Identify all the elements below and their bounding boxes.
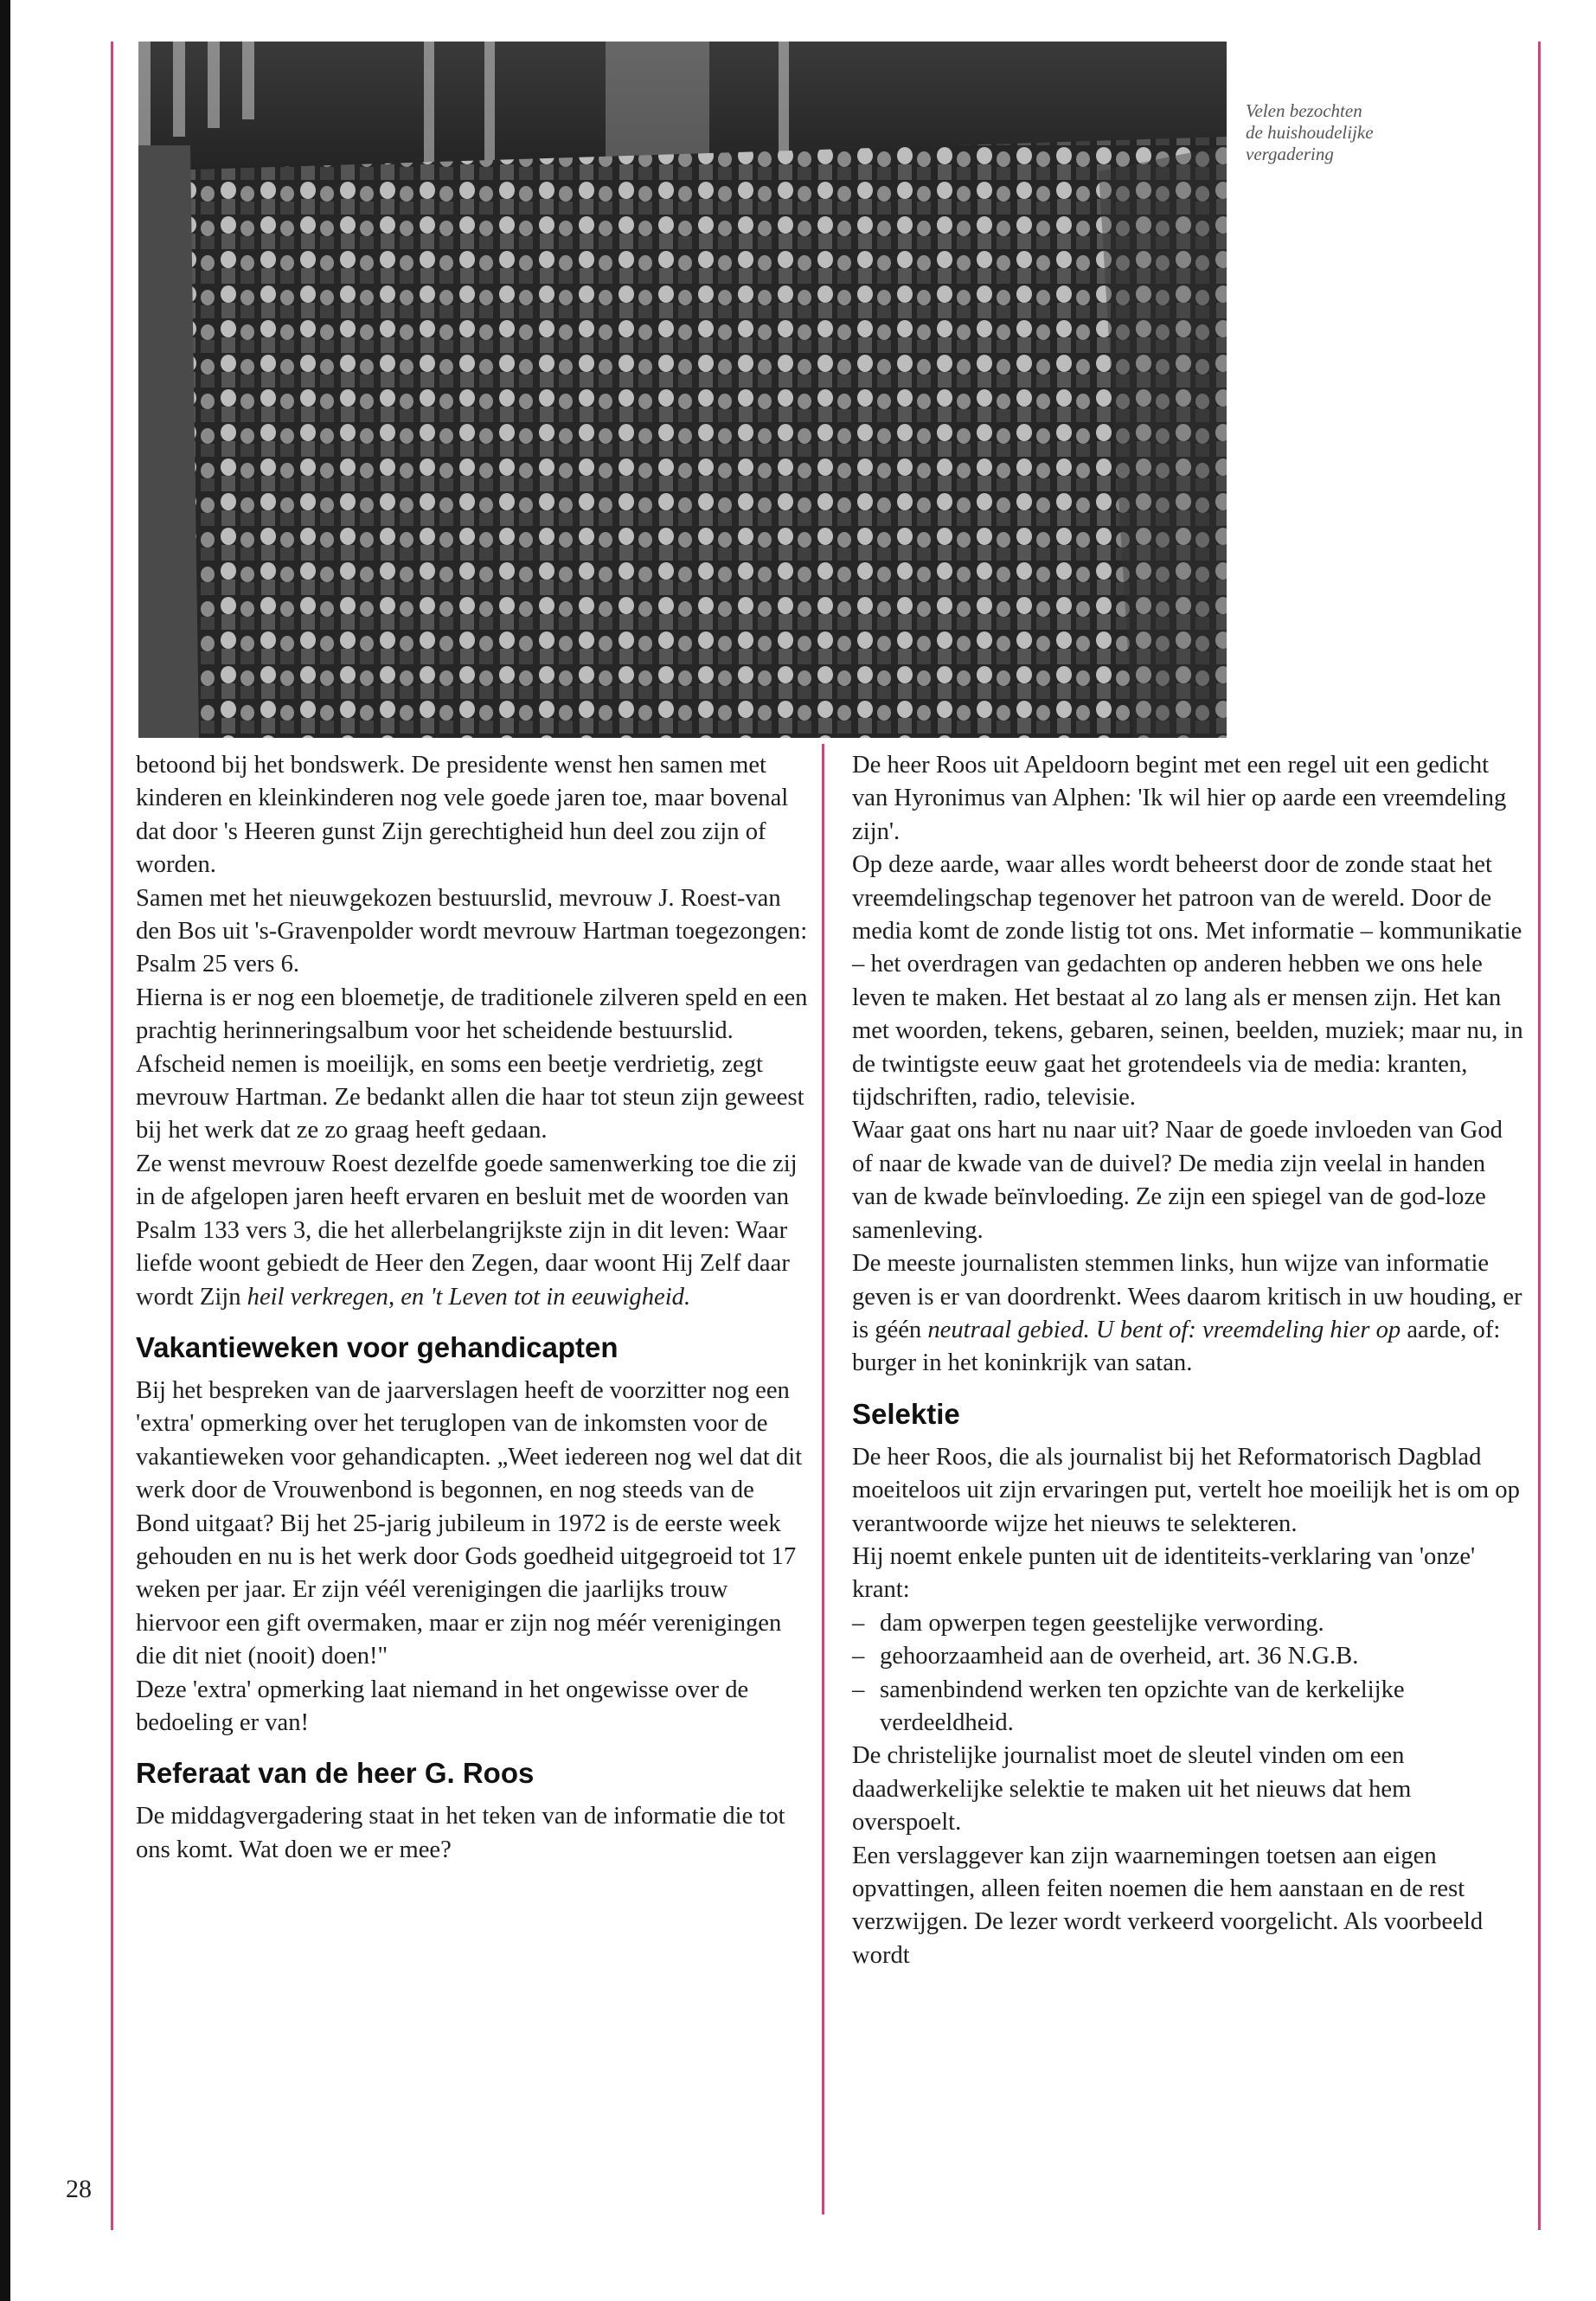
left-column — [136, 749, 809, 1867]
paragraph: Op deze aarde, waar alles wordt beheerst door de zonde staat het vreemdelingschap tegenover het patroon van de wereld. Door de media komt de zonde listig tot ons. Met informatie – kommunikatie – het overdragen van gedachten op anderen hebben we ons hele leven te maken. Het bestaat al zo lang als er mensen zijn. Het kan met woorden, tekens, gebaren, seinen, beelden, muziek; maar nu, in de twintigste eeuw gaat het grotendeels via de media: kranten, tijdschriften, radio, televisie. — [852, 851, 1523, 1112]
binding-edge — [0, 0, 10, 2301]
paragraph: Een verslaggever kan zijn waarnemingen toetsen aan eigen opvattingen, alleen feiten noemen die hem aanstaan en de rest verzwijgen. De lezer wordt verkeerd voorgelicht. Als voorbeeld wordt — [852, 1842, 1484, 1969]
paragraph-italic-text: neutraal gebied. U bent of: vreemdeling hier op — [927, 1316, 1401, 1343]
paragraph — [136, 1148, 809, 1314]
paragraph: betoond bij het bondswerk. De presidente wenst hen samen met kinderen en kleinkinderen nog vele goede jaren toe, maar bovenal dat door 's Heeren gunst Zijn gerechtigheid hun deel zou zijn of worden. — [136, 752, 789, 879]
page-number: 28 — [66, 2175, 92, 2203]
paragraph: De christelijke journalist moet de sleutel vinden om een daadwerkelijke selektie te maken uit het nieuws dat hem overspoelt. — [852, 1742, 1412, 1836]
section-heading-referaat: Referaat van de heer G. Roos — [136, 1757, 535, 1790]
identity-points-list — [852, 1607, 1525, 1740]
paragraph: Afscheid nemen is moeilijk, en soms een beetje verdrietig, zegt mevrouw Hartman. Ze bedankt allen die haar tot steun zijn geweest bij het werk dat ze zo graag heeft gedaan. — [136, 1050, 804, 1144]
photo-caption — [1246, 100, 1505, 165]
paragraph-text: De meeste journalisten stemmen links, hun wijze van informatie geven is er van doordrenkt. Wees daarom kritisch in uw houding, er is géén — [852, 1250, 1522, 1343]
section-heading-selektie: Selektie — [852, 1397, 960, 1430]
section-heading-vakantieweken: Vakantieweken voor gehandicapten — [136, 1330, 619, 1363]
paragraph: De middagvergadering staat in het teken van de informatie die tot ons komt. Wat doen we er mee? — [136, 1803, 785, 1863]
list-item: – dam opwerpen tegen geestelijke verwording. — [852, 1607, 1525, 1640]
caption-line: vergadering — [1246, 144, 1334, 164]
paragraph: De heer Roos, die als journalist bij het Reformatorisch Dagblad moeiteloos uit zijn ervaringen put, vertelt hoe moeilijk het is om op verantwoorde wijze het nieuws te selekteren. — [852, 1443, 1520, 1537]
caption-line: de huishoudelijke — [1246, 122, 1374, 143]
caption-line: Velen bezochten — [1246, 100, 1362, 121]
paragraph-italic-text: heil verkregen, en 't Leven tot in eeuwigheid. — [247, 1283, 691, 1311]
paragraph: Hierna is er nog een bloemetje, de traditionele zilveren speld en een prachtig herinneringsalbum voor het scheidende bestuurslid. — [136, 984, 808, 1045]
meeting-photo-illustration — [138, 42, 1227, 738]
paragraph-text: aarde, of: burger in het koninkrijk van satan. — [852, 1316, 1501, 1377]
paragraph: Samen met het nieuwgekozen bestuurslid, mevrouw J. Roest-van den Bos uit 's-Gravenpolder wordt mevrouw Hartman toegezongen: Psalm 25 vers 6. — [136, 884, 808, 978]
left-margin-rule — [111, 42, 113, 2230]
column-divider-rule — [822, 744, 824, 2214]
paragraph-text: Ze wenst mevrouw Roest dezelfde goede samenwerking toe die zij in de afgelopen jaren heeft ervaren en besluit met de woorden van Psalm 133 vers 3, die het allerbelangrijkste zijn in dit leven: Waar liefde woont gebiedt de Heer den Zegen, daar woont Hij Zelf daar wordt Zijn — [136, 1150, 798, 1311]
paragraph: Hij noemt enkele punten uit de identiteits-verklaring van 'onze' krant: — [852, 1542, 1476, 1604]
paragraph — [852, 1247, 1525, 1381]
meeting-photo — [138, 42, 1227, 738]
paragraph: Deze 'extra' opmerking laat niemand in het ongewisse over de bedoeling er van! — [136, 1676, 749, 1736]
right-margin-rule — [1538, 42, 1541, 2230]
list-item: – gehoorzaamheid aan de overheid, art. 36 N.G.B. — [852, 1640, 1525, 1673]
paragraph: Bij het bespreken van de jaarverslagen heeft de voorzitter nog een 'extra' opmerking over het teruglopen van de inkomsten voor de vakantieweken voor gehandicapten. „Weet iedereen nog wel dat dit werk door de Vrouwenbond is begonnen, en nog steeds van de Bond uitgaat? Bij het 25-jarig jubileum in 1972 is de eerste week gehouden en nu is het werk door Gods goedheid uitgegroeid tot 17 weken per jaar. Er zijn véél verenigingen die jaarlijks trouw hiervoor een gift overmaken, maar er zijn nog méér verenigingen die dit niet (nooit) doen!" — [136, 1376, 803, 1670]
paragraph: Waar gaat ons hart nu naar uit? Naar de goede invloeden van God of naar de kwade van de duivel? De media zijn veelal in handen van de kwade beïnvloeding. Ze zijn een spiegel van de god-loze samenleving. — [852, 1117, 1503, 1244]
list-item: – samenbindend werken ten opzichte van de kerkelijke verdeeldheid. — [852, 1674, 1525, 1740]
paragraph: De heer Roos uit Apeldoorn begint met een regel uit een gedicht van Hyronimus van Alphen: 'Ik wil hier op aarde een vreemdeling zijn'. — [852, 752, 1507, 845]
right-column — [852, 749, 1525, 1972]
